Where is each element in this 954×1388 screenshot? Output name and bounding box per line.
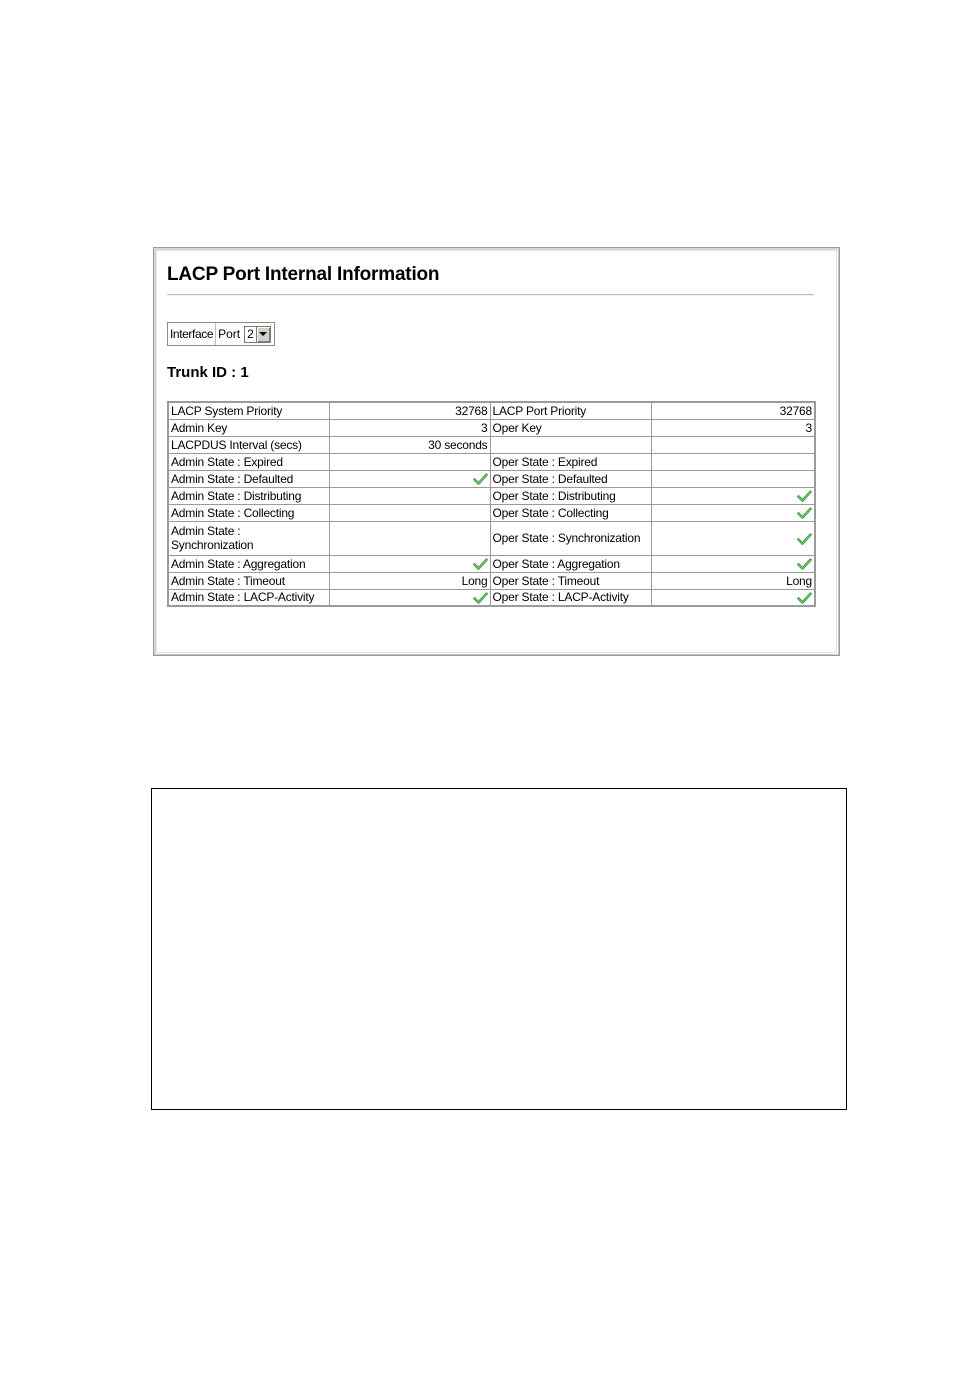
interface-selector bbox=[167, 322, 275, 346]
oper-label-text: Oper State : Timeout bbox=[492, 573, 600, 588]
admin-value-cell bbox=[329, 402, 490, 419]
oper-value-cell bbox=[651, 419, 815, 436]
oper-label-text: Oper State : Aggregation bbox=[492, 556, 620, 571]
port-label: Port bbox=[218, 327, 241, 341]
oper-label-cell bbox=[490, 436, 651, 453]
chevron-down-icon[interactable] bbox=[256, 327, 270, 342]
check-icon bbox=[797, 533, 812, 545]
admin-label-cell bbox=[168, 402, 329, 419]
oper-label-text: Oper State : Expired bbox=[492, 454, 598, 469]
oper-label-cell bbox=[490, 521, 651, 555]
admin-label-text: Admin State : Collecting bbox=[171, 505, 295, 520]
page-title: LACP Port Internal Information bbox=[167, 264, 440, 285]
admin-label-cell bbox=[168, 589, 329, 606]
table-row bbox=[168, 521, 815, 555]
admin-value-cell bbox=[329, 436, 490, 453]
admin-label-cell bbox=[168, 419, 329, 436]
check-icon bbox=[473, 558, 488, 570]
oper-value-cell bbox=[651, 504, 815, 521]
admin-label-cell bbox=[168, 572, 329, 589]
table-row bbox=[168, 470, 815, 487]
oper-label-text: Oper State : LACP-Activity bbox=[492, 590, 629, 605]
admin-label-cell bbox=[168, 555, 329, 572]
check-icon bbox=[473, 473, 488, 485]
lacp-info-table bbox=[167, 401, 816, 607]
table-row bbox=[168, 402, 815, 419]
empty-frame bbox=[151, 788, 847, 1110]
admin-value-cell bbox=[329, 419, 490, 436]
admin-label-text: LACPDUS Interval (secs) bbox=[171, 437, 302, 452]
table-row bbox=[168, 487, 815, 504]
oper-label-cell bbox=[490, 555, 651, 572]
oper-label-cell bbox=[490, 504, 651, 521]
oper-value-cell bbox=[651, 555, 815, 572]
oper-label-cell bbox=[490, 453, 651, 470]
admin-value-cell bbox=[329, 555, 490, 572]
table-row bbox=[168, 589, 815, 606]
admin-value-text: 3 bbox=[481, 420, 488, 435]
title-divider bbox=[167, 294, 814, 296]
admin-label-cell bbox=[168, 487, 329, 504]
table-row bbox=[168, 572, 815, 589]
oper-label-text: Oper State : Collecting bbox=[492, 505, 609, 520]
admin-label-text: Admin State : Defaulted bbox=[171, 471, 294, 486]
table-row bbox=[168, 555, 815, 572]
admin-value-cell bbox=[329, 487, 490, 504]
admin-label-cell bbox=[168, 521, 329, 555]
oper-label-cell bbox=[490, 487, 651, 504]
oper-value-cell bbox=[651, 572, 815, 589]
oper-label-text: Oper State : Synchronization bbox=[492, 531, 641, 545]
check-icon bbox=[797, 507, 812, 519]
admin-label-text: Admin Key bbox=[171, 420, 228, 435]
admin-value-cell bbox=[329, 521, 490, 555]
admin-label-text: Admin State : Expired bbox=[171, 454, 283, 469]
table-row bbox=[168, 504, 815, 521]
admin-label-text: LACP System Priority bbox=[171, 403, 283, 418]
admin-label-text: Admin State : Synchronization bbox=[171, 524, 254, 552]
oper-value-text: Long bbox=[786, 573, 812, 588]
admin-value-cell bbox=[329, 504, 490, 521]
oper-value-cell bbox=[651, 436, 815, 453]
admin-label-text: Admin State : LACP-Activity bbox=[171, 590, 315, 605]
oper-value-text: 3 bbox=[805, 420, 812, 435]
oper-value-text: 32768 bbox=[779, 403, 812, 418]
admin-label-cell bbox=[168, 436, 329, 453]
admin-label-text: Admin State : Aggregation bbox=[171, 556, 306, 571]
oper-value-cell bbox=[651, 453, 815, 470]
oper-value-cell bbox=[651, 487, 815, 504]
admin-label-cell bbox=[168, 504, 329, 521]
oper-label-cell bbox=[490, 589, 651, 606]
check-icon bbox=[797, 592, 812, 604]
port-select-value: 2 bbox=[247, 327, 254, 341]
check-icon bbox=[797, 490, 812, 502]
oper-label-cell bbox=[490, 402, 651, 419]
interface-label: Interface bbox=[168, 323, 216, 345]
port-select[interactable] bbox=[244, 326, 271, 343]
admin-value-cell bbox=[329, 589, 490, 606]
oper-label-text: Oper State : Distributing bbox=[492, 488, 616, 503]
oper-label-text: Oper State : Defaulted bbox=[492, 471, 608, 486]
trunk-id: Trunk ID : 1 bbox=[167, 364, 249, 381]
oper-label-cell bbox=[490, 572, 651, 589]
table-row bbox=[168, 419, 815, 436]
admin-label-cell bbox=[168, 453, 329, 470]
oper-label-text: LACP Port Priority bbox=[492, 403, 587, 418]
table-row bbox=[168, 436, 815, 453]
admin-value-cell bbox=[329, 453, 490, 470]
check-icon bbox=[797, 558, 812, 570]
admin-value-text: 32768 bbox=[455, 403, 488, 418]
admin-label-text: Admin State : Timeout bbox=[171, 573, 285, 588]
oper-value-cell bbox=[651, 589, 815, 606]
check-icon bbox=[473, 592, 488, 604]
oper-value-cell bbox=[651, 470, 815, 487]
oper-label-cell bbox=[490, 470, 651, 487]
admin-label-cell bbox=[168, 470, 329, 487]
oper-label-cell bbox=[490, 419, 651, 436]
oper-label-text: Oper Key bbox=[492, 420, 542, 435]
table-row bbox=[168, 453, 815, 470]
admin-label-text: Admin State : Distributing bbox=[171, 488, 302, 503]
admin-value-text: 30 seconds bbox=[428, 437, 488, 452]
admin-value-cell bbox=[329, 572, 490, 589]
oper-value-cell bbox=[651, 521, 815, 555]
admin-value-text: Long bbox=[461, 573, 488, 588]
oper-value-cell bbox=[651, 402, 815, 419]
admin-value-cell bbox=[329, 470, 490, 487]
